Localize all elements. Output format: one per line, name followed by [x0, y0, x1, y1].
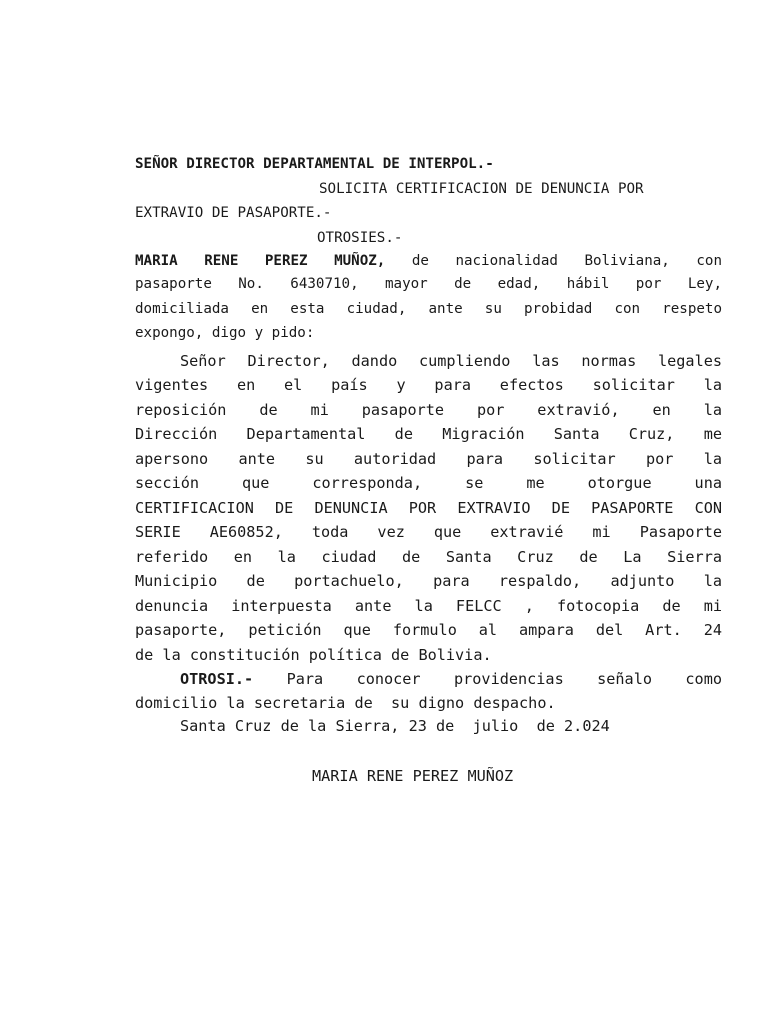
body-line: denuncia interpuesta ante la FELCC , fotocopia de mi — [135, 596, 722, 615]
signature-name: MARIA RENE PEREZ MUÑOZ — [312, 767, 514, 785]
body-line: sección que corresponda, se me otorgue una — [135, 474, 722, 492]
body-line: Dirección Departamental de Migración Santa Cruz, me — [135, 425, 722, 443]
place-date-line: Santa Cruz de la Sierra, 23 de julio de 2.024 — [180, 716, 610, 735]
intro-line-3: domiciliada en esta ciudad, ante su probidad con respeto — [135, 300, 722, 317]
body-line: CERTIFICACION DE DENUNCIA POR EXTRAVIO DE PASAPORTE CON — [135, 498, 722, 517]
body-line: pasaporte, petición que formulo al ampara del Art. 24 — [135, 621, 722, 639]
body-line: Municipio de portachuelo, para respaldo, adjunto la — [135, 572, 722, 590]
subject-line-2: EXTRAVIO DE PASAPORTE.- — [135, 205, 332, 221]
subject-line-1: SOLICITA CERTIFICACION DE DENUNCIA POR — [319, 180, 644, 197]
addressee-heading: SEÑOR DIRECTOR DEPARTAMENTAL DE INTERPOL.- — [135, 156, 494, 172]
otrosi-label: OTROSI.- — [180, 670, 254, 688]
body-line: reposición de mi pasaporte por extravió, en la — [135, 400, 722, 419]
otrosies-heading: OTROSIES.- — [317, 229, 403, 246]
intro-line-4: expongo, digo y pido: — [135, 325, 315, 341]
intro-line-2: pasaporte No. 6430710, mayor de edad, hábil por Ley, — [135, 276, 722, 292]
body-line: referido en la ciudad de Santa Cruz de La Sierra — [135, 547, 722, 566]
otrosi-line-1: OTROSI.- Para conocer providencias señalo como — [180, 670, 722, 688]
signature-spacer — [135, 738, 722, 764]
body-paragraph — [135, 349, 722, 668]
applicant-name: MARIA RENE PEREZ MUÑOZ, — [135, 253, 386, 269]
intro-line-1: MARIA RENE PEREZ MUÑOZ, de nacionalidad Boliviana, con — [135, 253, 722, 269]
body-line: de la constitución política de Bolivia. — [135, 645, 492, 664]
document-page — [135, 152, 722, 789]
body-line: SERIE AE60852, toda vez que extravié mi Pasaporte — [135, 523, 722, 541]
body-line: apersono ante su autoridad para solicitar por la — [135, 449, 722, 468]
body-line: Señor Director, dando cumpliendo las normas legales — [180, 351, 722, 370]
otrosi-line-2: domicilio la secretaria de su digno despacho. — [135, 693, 556, 712]
body-line: vigentes en el país y para efectos solicitar la — [135, 376, 722, 394]
